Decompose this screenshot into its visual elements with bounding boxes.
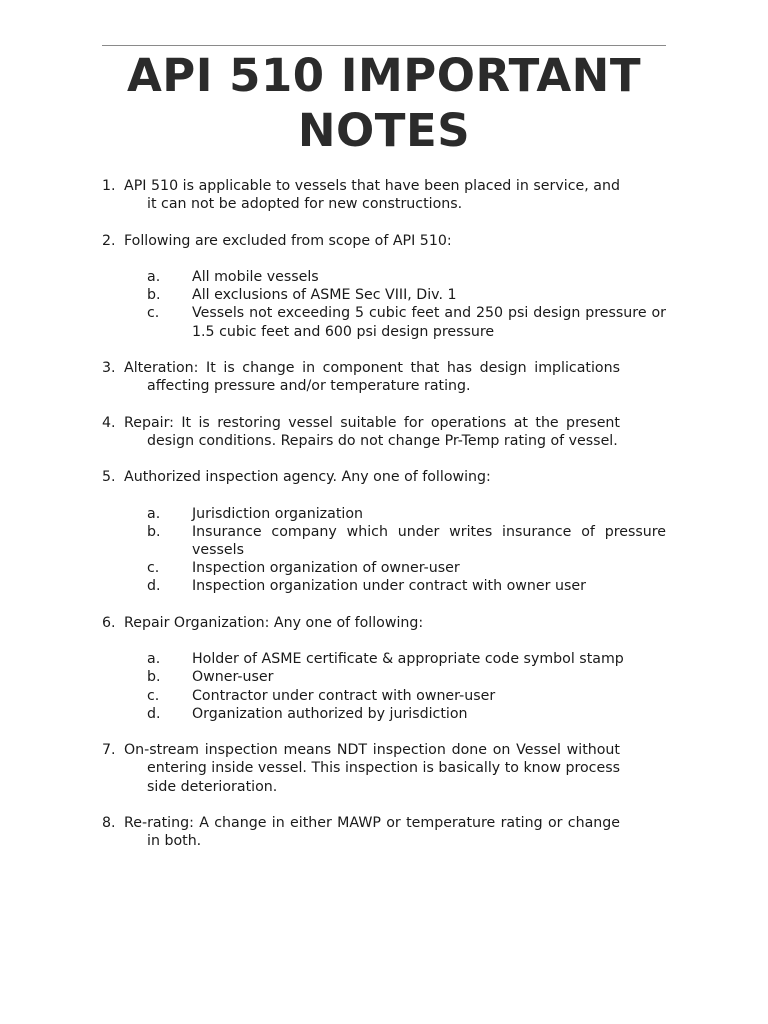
sub-text: Jurisdiction organization	[192, 505, 363, 522]
sub-item	[102, 705, 666, 723]
sub-text: Inspection organization under contract with owner user	[192, 578, 586, 595]
note-text: Re-rating: A change in either MAWP or temperature rating or change in both.	[124, 814, 620, 850]
note-item	[102, 359, 666, 395]
sub-letter: b.	[147, 669, 161, 686]
note-number: 6.	[102, 614, 116, 631]
sub-item	[102, 577, 666, 595]
sub-letter: c.	[147, 560, 160, 577]
note-number: 8.	[102, 814, 116, 831]
note-text: Authorized inspection agency. Any one of following:	[124, 469, 491, 486]
note-number: 7.	[102, 742, 116, 759]
note-text: On-stream inspection means NDT inspection done on Vessel without entering inside vessel. This inspection is basically to know process side deterioration.	[124, 742, 620, 795]
sub-item	[102, 668, 666, 686]
note-number: 3.	[102, 359, 116, 376]
sub-letter: b.	[147, 523, 161, 540]
sub-letter: d.	[147, 578, 161, 595]
sub-letter: b.	[147, 287, 161, 304]
note-item	[102, 232, 666, 250]
notes-list	[102, 177, 666, 850]
sub-letter: c.	[147, 305, 160, 322]
sub-text: Holder of ASME certificate & appropriate code symbol stamp	[192, 651, 624, 668]
note-text: Repair Organization: Any one of following:	[124, 614, 424, 631]
sub-list	[102, 505, 666, 596]
sub-list	[102, 650, 666, 723]
document-title: API 510 IMPORTANT NOTES	[126, 49, 642, 157]
sub-item	[102, 268, 666, 286]
sub-item	[102, 687, 666, 705]
sub-item	[102, 559, 666, 577]
sub-letter: a.	[147, 268, 161, 285]
note-text: API 510 is applicable to vessels that have been placed in service, and it can not be adopted for new constructions.	[124, 178, 620, 213]
header-rule	[102, 45, 666, 46]
sub-text: All mobile vessels	[192, 268, 319, 285]
sub-item	[102, 523, 666, 559]
note-item	[102, 468, 666, 486]
sub-item	[102, 286, 666, 304]
note-item	[102, 814, 666, 850]
note-text: Repair: It is restoring vessel suitable for operations at the present design conditions. Repairs do not change Pr-Temp rating of vessel.	[124, 414, 620, 449]
sub-item	[102, 650, 666, 668]
sub-letter: a.	[147, 651, 161, 668]
note-item	[102, 414, 666, 450]
note-number: 5.	[102, 469, 116, 486]
note-text: Alteration: It is change in component that has design implications affecting pressure and/or temperature rating.	[124, 359, 620, 395]
note-number: 1.	[102, 178, 116, 194]
sub-item	[102, 505, 666, 523]
sub-item	[102, 304, 666, 340]
sub-letter: d.	[147, 705, 161, 722]
note-item	[102, 614, 666, 632]
note-item	[102, 741, 666, 796]
sub-text: All exclusions of ASME Sec VIII, Div. 1	[192, 287, 457, 304]
sub-text: Owner-user	[192, 669, 274, 686]
sub-text: Insurance company which under writes insurance of pressure vessels	[192, 523, 666, 558]
note-number: 2.	[102, 232, 116, 249]
sub-list	[102, 268, 666, 341]
sub-text: Organization authorized by jurisdiction	[192, 705, 468, 722]
note-text: Following are excluded from scope of API 510:	[124, 232, 452, 249]
sub-letter: c.	[147, 687, 160, 704]
sub-text: Vessels not exceeding 5 cubic feet and 250 psi design pressure or 1.5 cubic feet and 600 psi design pressure	[192, 305, 666, 340]
sub-text: Contractor under contract with owner-user	[192, 687, 496, 704]
note-number: 4.	[102, 414, 116, 431]
note-item	[102, 177, 666, 213]
sub-letter: a.	[147, 505, 161, 522]
sub-text: Inspection organization of owner-user	[192, 560, 460, 577]
